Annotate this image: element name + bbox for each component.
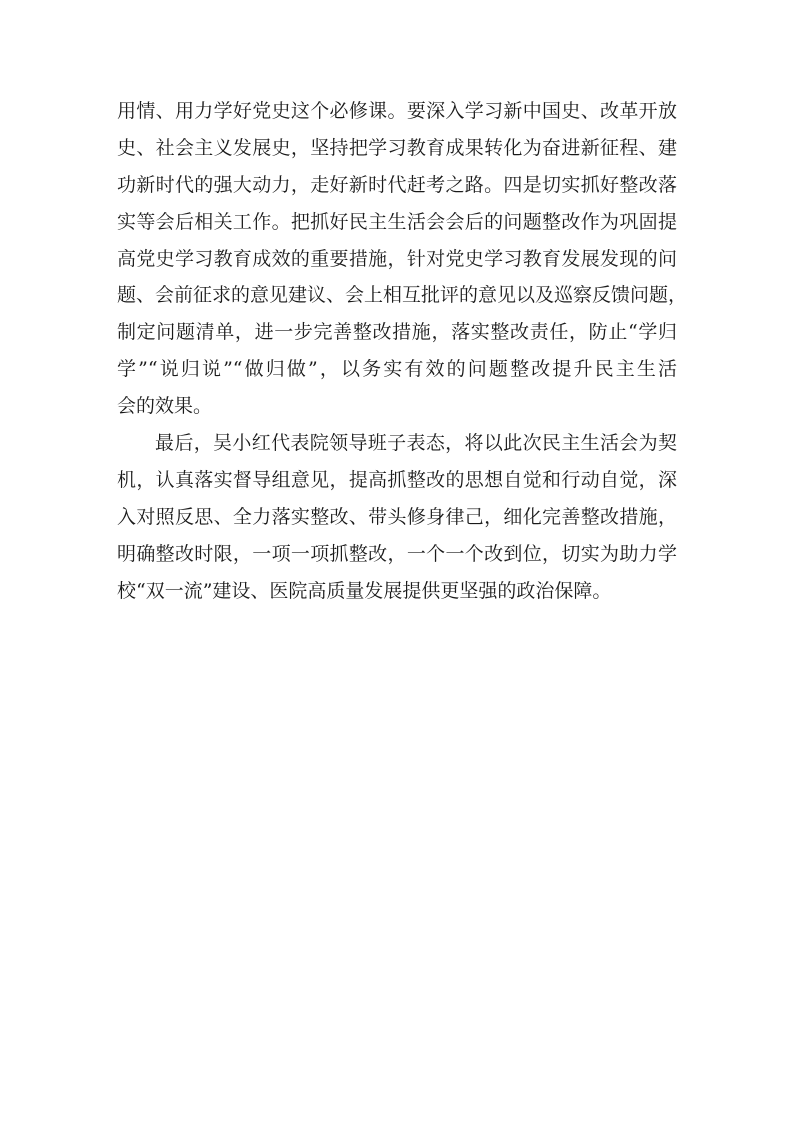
paragraph-line: 史、社会主义发展史，坚持把学习教育成果转化为奋进新征程、建 bbox=[117, 136, 677, 159]
paragraph-line: 机，认真落实督导组意见，提高抓整改的思想自觉和行动自觉，深 bbox=[117, 468, 677, 491]
paragraph-line: 用情、用力学好党史这个必修课。要深入学习新中国史、改革开放 bbox=[117, 100, 677, 122]
paragraph-line: 实等会后相关工作。把抓好民主生活会会后的问题整改作为巩固提 bbox=[117, 210, 677, 233]
paragraph-1 bbox=[117, 93, 688, 425]
paragraph-line: 学”“说归说”“做归做”，以务实有效的问题整改提升民主生活 bbox=[117, 358, 677, 381]
paragraph-line: 制定问题清单，进一步完善整改措施，落实整改责任，防止“学归 bbox=[117, 321, 677, 344]
paragraph-line: 校“双一流”建设、医院高质量发展提供更坚强的政治保障。 bbox=[117, 579, 612, 602]
paragraph-2 bbox=[117, 425, 677, 609]
paragraph-line: 会的效果。 bbox=[117, 395, 213, 418]
document-body bbox=[117, 93, 688, 609]
paragraph-line: 最后，吴小红代表院领导班子表态，将以此次民主生活会为契 bbox=[155, 432, 677, 455]
paragraph-line: 功新时代的强大动力，走好新时代赶考之路。四是切实抓好整改落 bbox=[117, 173, 677, 196]
paragraph-line: 明确整改时限，一项一项抓整改，一个一个改到位，切实为助力学 bbox=[117, 542, 677, 565]
paragraph-line: 入对照反思、全力落实整改、带头修身律己，细化完善整改措施， bbox=[117, 505, 677, 528]
paragraph-line: 题、会前征求的意见建议、会上相互批评的意见以及巡察反馈问题， bbox=[117, 284, 688, 307]
paragraph-line: 高党史学习教育成效的重要措施，针对党史学习教育发展发现的问 bbox=[117, 247, 677, 270]
